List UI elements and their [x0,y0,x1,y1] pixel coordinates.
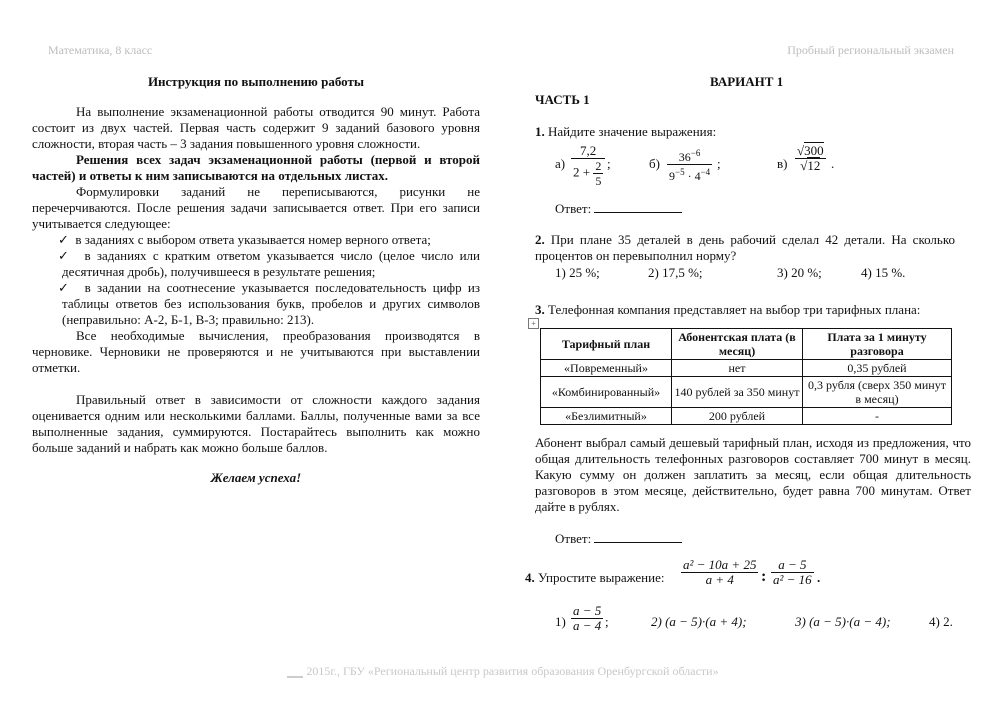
q1-a-inner-den: 5 [595,174,602,188]
q4-f2-denominator: a² − 16 [773,572,812,587]
q4-option-4: 4) 2. [929,614,953,629]
table-move-icon[interactable]: + [528,318,539,329]
footer-logo-icon [287,666,303,678]
table-header-cell: Абонентская плата (в месяц) [672,329,803,360]
q1-b-denominator [667,165,712,183]
q1-fraction-a [571,144,605,188]
instructions-bullet-3: в задании на соотнесение указывается последовательность цифр из таблицы ответов без использования букв, пробелов и других символов (неправильно: А-2, Б-1, В-3; правильно: 213). [62,280,481,327]
q4-fraction-1 [681,558,758,587]
table-row [541,377,952,408]
q4-text: Упростите выражение: [538,570,665,585]
q3-answer-blank[interactable] [594,530,682,543]
q1-c-numerator: √300 [797,143,824,158]
footer-text: 2015г., ГБУ «Региональный центр развития образования Оренбургской области» [306,664,719,678]
q1-b-den-mid: · 4 [684,169,701,183]
q1-answer-blank[interactable] [594,200,682,213]
q2-options [555,265,955,281]
question-2 [535,232,955,264]
q1-c-denominator: √12 [800,158,821,173]
q4-o1-numerator: a − 5 [573,603,602,618]
q1-b-num-base: 36 [678,150,691,164]
q1-option-a-label: а) [555,156,566,171]
table-header-row [541,329,952,360]
q4-option-2: 2) (a − 5)·(a + 4); [651,614,747,629]
q2-option-2: 2) 17,5 %; [648,265,703,280]
q1-b-den-exp1: −5 [675,167,685,177]
q4-option-1-label: 1) [555,614,566,629]
header-right: Пробный региональный экзамен [787,43,954,57]
table-cell: 0,3 рубля (сверх 350 минут в месяц) [803,377,952,408]
q1-option-c-label: в) [777,156,788,171]
q1-expressions [555,144,955,198]
q2-option-3: 3) 20 %; [777,265,822,280]
q1-fraction-b [667,146,712,183]
table-cell: 140 рублей за 350 минут [672,377,803,408]
wish-text: Желаем успеха! [210,470,302,485]
check-icon: ✓ [58,232,69,247]
instructions-bullet-1: в заданиях с выбором ответа указывается номер верного ответа; [75,232,431,247]
q1-b-den-exp2: −4 [700,167,711,177]
instructions-title: Инструкция по выполнению работы [147,74,365,89]
q1-c-dot: . [831,156,835,171]
q4-o1-semicolon: ; [605,614,609,629]
q1-a-den-prefix: 2 + [573,164,591,180]
instructions-bullet-2: в заданиях с кратким ответом указывается число (целое число или десятичная дробь), получившееся в результате решения; [62,248,480,279]
instructions-p5: Правильный ответ в зависимости от сложности каждого задания оценивается одним или несколькими баллами. Баллы, полученные вами за все выполненные задания, суммируются. Постарайтесь выполнить как можно больше заданий и набрать как можно больше баллов. [32,392,480,455]
table-header-cell: Плата за 1 минуту разговора [803,329,952,360]
footer [0,663,1006,679]
question-4 [525,558,965,598]
tariff-table [540,328,952,425]
table-cell: «Повременный» [541,360,672,377]
q4-fraction-2 [771,558,814,587]
q4-dot: . [817,570,821,585]
q4-options [555,604,965,640]
header-left: Математика, 8 класс [48,43,153,57]
q1-b-numerator [667,146,712,165]
q1-b-num-exp: −6 [690,148,701,158]
instructions-column [32,74,480,486]
q4-f1-numerator: a² − 10a + 25 [683,557,757,572]
q1-a-inner-num: 2 [595,159,602,173]
q1-answer [555,200,682,217]
q1-answer-label: Ответ: [555,201,592,216]
q1-a-denominator [571,159,605,188]
q2-option-4: 4) 15 %. [861,265,906,280]
table-row [541,360,952,377]
table-cell: - [803,408,952,425]
q1-b-semicolon: ; [717,156,721,171]
q4-f1-denominator: a + 4 [705,572,734,587]
q4-option-3: 3) (a − 5)·(a − 4); [795,614,891,629]
table-header-cell: Тарифный план [541,329,672,360]
q1-a-semicolon: ; [607,156,611,171]
instructions-p1: На выполнение экзаменационной работы отводится 90 минут. Работа состоит из двух частей. Первая часть содержит 9 заданий базового уровня сложности, вторая часть – 3 задания повышенного уровня сложности. [32,104,480,151]
q2-text: При плане 35 деталей в день рабочий сделал 42 детали. На сколько процентов он перевыполнил норму? [535,232,956,263]
q1-number: 1. [535,124,545,139]
instructions-p4: Все необходимые вычисления, преобразования производятся в черновике. Черновики не проверяются и не учитываются при выставлении отметки. [32,328,480,375]
variant-title: ВАРИАНТ 1 [710,74,784,89]
q1-text: Найдите значение выражения: [548,124,717,139]
instructions-p3: Формулировки заданий не переписываются, рисунки не перечерчиваются. После решения задачи записывается ответ. При его записи учитывается следующее: [32,184,480,231]
table-row [541,408,952,425]
q1-b-den-base: 9 [669,169,675,183]
q3-number: 3. [535,302,545,317]
q1-fraction-c [795,144,826,173]
table-cell: «Безлимитный» [541,408,672,425]
check-icon: ✓ [58,280,72,295]
table-cell: нет [672,360,803,377]
q1-a-numerator: 7,2 [571,144,605,159]
q2-number: 2. [535,232,545,247]
q1-c-den-radicand: 12 [807,158,821,173]
q3-text: Телефонная компания представляет на выбор три тарифных плана: [548,302,921,317]
question-3 [535,302,920,318]
table-cell: «Комбинированный» [541,377,672,408]
check-icon: ✓ [58,248,72,263]
instructions-p2: Решения всех задач экзаменационной работы (первой и второй частей) и ответы к ним записываются на отдельных листах. [32,152,480,183]
table-cell: 0,35 рублей [803,360,952,377]
q1-c-num-radicand: 300 [804,143,824,158]
question-1 [535,124,716,140]
q2-option-1: 1) 25 %; [555,265,600,280]
part-title: ЧАСТЬ 1 [535,92,590,107]
table-cell: 200 рублей [672,408,803,425]
q3-description: Абонент выбрал самый дешевый тарифный план, исходя из предложения, что общая длительность телефонных разговоров составляет 700 минут в месяц. Какую сумму он должен заплатить за месяц, если общая длительность разговоров в этом месяце, действительно, будет равна 700 минутам. Ответ дайте в рублях. [535,435,971,514]
q4-f2-numerator: a − 5 [771,558,814,573]
q4-colon: : [761,568,767,585]
q4-number: 4. [525,570,535,585]
q3-answer [555,530,682,547]
q4-option-1-fraction [571,604,603,633]
q3-answer-label: Ответ: [555,531,592,546]
q4-o1-denominator: a − 4 [573,618,602,633]
q1-option-b-label: б) [649,156,660,171]
